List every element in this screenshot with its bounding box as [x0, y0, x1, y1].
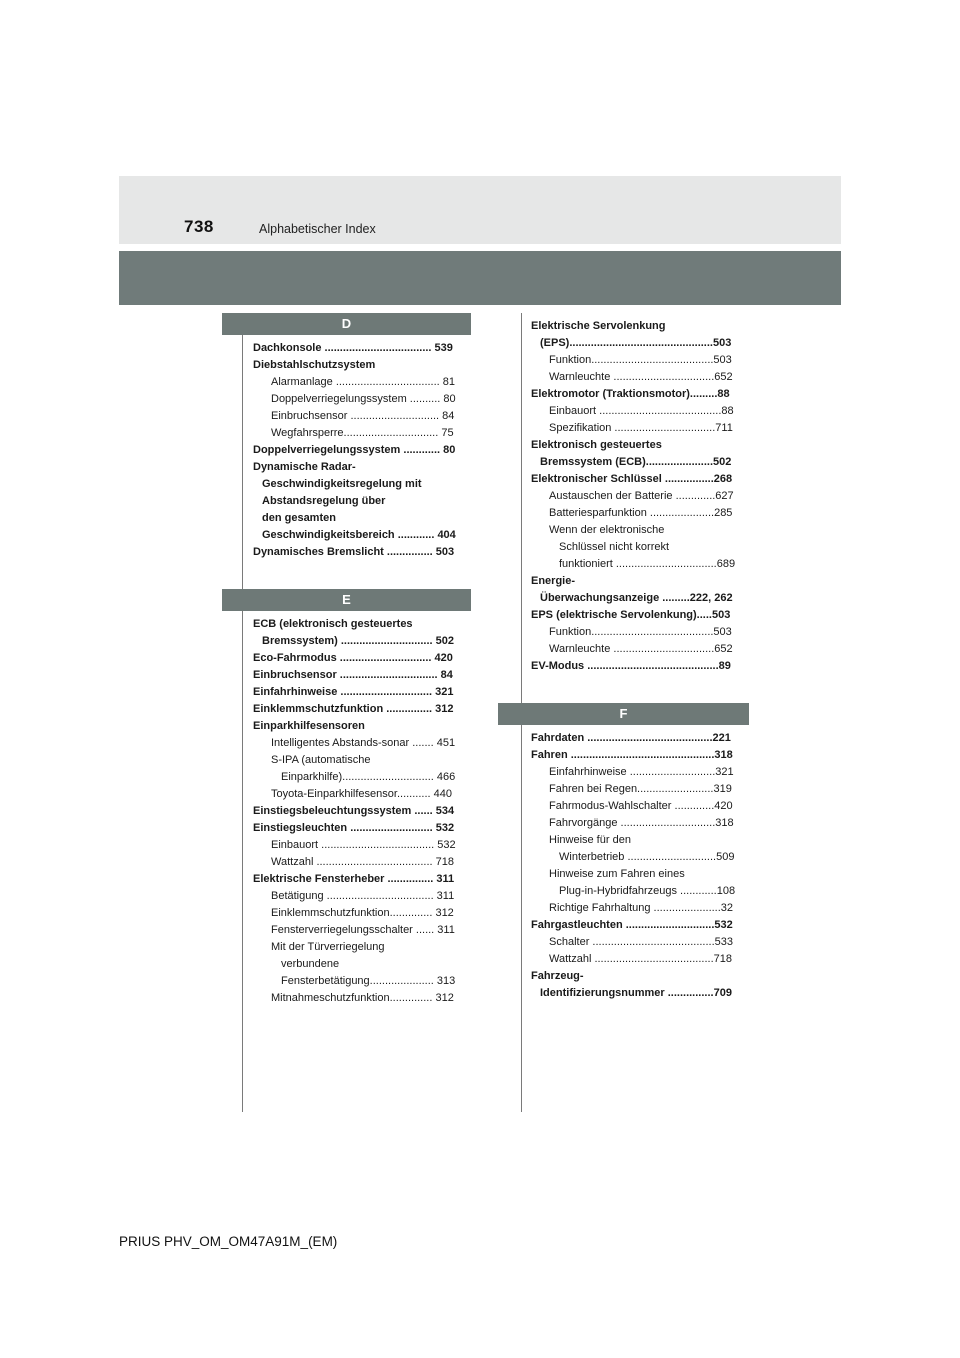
index-entry: Warnleuchte .................................652 [549, 371, 733, 383]
index-entry: Elektronischer Schlüssel ................268 [531, 473, 733, 485]
index-entry: Geschwindigkeitsbereich ............ 404 [262, 529, 456, 541]
letter-section-entries [253, 611, 471, 1007]
index-entry: Austauschen der Batterie .............627 [549, 490, 734, 502]
left-column-rule [242, 313, 243, 1112]
index-entry: Einklemmschutzfunktion.............. 312 [271, 907, 454, 919]
index-entry: Identifizierungsnummer ...............709 [540, 987, 732, 999]
index-entry: Elektronisch gesteuertes [531, 439, 662, 451]
index-entry: Fahrdaten .........................................221 [531, 732, 731, 744]
index-entry: Alarmanlage .................................. 81 [271, 376, 456, 388]
index-entry: Wegfahrsperre............................... 75 [271, 427, 454, 439]
page-header [119, 176, 841, 244]
index-entry: Elektromotor (Traktionsmotor).........88 [531, 388, 730, 400]
index-entry: ECB (elektronisch gesteuertes [253, 618, 413, 630]
index-entry: Fensterverriegelungsschalter ...... 311 [271, 924, 455, 936]
index-entry: Einfahrhinweise ............................321 [549, 766, 734, 778]
letter-heading-d: D [222, 313, 471, 335]
index-entry: EPS (elektrische Servolenkung).....503 [531, 609, 731, 621]
right-column-lead-entries [531, 318, 749, 675]
index-entry: funktioniert .................................689 [559, 558, 736, 570]
index-entry: Hinweise für den [549, 834, 631, 846]
index-entry: (EPS)...............................................503 [540, 337, 732, 349]
section-gap [253, 561, 471, 589]
index-entry: Wattzahl .......................................718 [549, 953, 732, 965]
index-entry: Toyota-Einparkhilfesensor........... 440 [271, 788, 452, 800]
index-entry: Geschwindigkeitsregelung mit [262, 478, 422, 490]
right-column-sections [531, 675, 749, 1002]
index-entry: Mitnahmeschutzfunktion.............. 312 [271, 992, 454, 1004]
header-banner [119, 251, 841, 305]
index-entry: den gesamten [262, 512, 336, 524]
index-entry: Fahren ...............................................318 [531, 749, 733, 761]
index-entry: Einstiegsleuchten ........................... 532 [253, 822, 455, 834]
index-entry: Fahrvorgänge ...............................318 [549, 817, 734, 829]
index-entry: Schlüssel nicht korrekt [559, 541, 670, 553]
index-entry: Hinweise zum Fahren eines [549, 868, 685, 880]
index-entry: Einstiegsbeleuchtungssystem ...... 534 [253, 805, 455, 817]
index-entry: Einbruchsensor ............................. 84 [271, 410, 455, 422]
index-entry: Intelligentes Abstands-sonar ....... 451 [271, 737, 456, 749]
index-entry: Energie- [531, 575, 576, 587]
index-entry: Batteriesparfunktion .....................285 [549, 507, 733, 519]
index-entry: Überwachungsanzeige .........222, 262 [540, 592, 733, 604]
index-entry: Eco-Fahrmodus .............................. 420 [253, 652, 453, 664]
index-entry: Einklemmschutzfunktion ............... 312 [253, 703, 454, 715]
letter-section-entries [253, 335, 471, 561]
index-entry: Einbauort ..................................... 532 [271, 839, 456, 851]
index-entry: Fahren bei Regen.........................319 [549, 783, 732, 795]
letter-heading-f: F [498, 703, 749, 725]
index-entry: Dynamische Radar- [253, 461, 356, 473]
index-entry: Fensterbetätigung..................... 313 [281, 975, 456, 987]
index-entry: Spezifikation .................................711 [549, 422, 733, 434]
section-gap [531, 675, 749, 703]
index-entry: Wenn der elektronische [549, 524, 665, 536]
index-entry: Doppelverriegelungssystem .......... 80 [271, 393, 456, 405]
document-footer: PRIUS PHV_OM_OM47A91M_(EM) [119, 1234, 338, 1249]
index-entry: Mit der Türverriegelung [271, 941, 385, 953]
left-column-sections [253, 313, 471, 1007]
letter-section-entries [531, 725, 749, 1002]
index-entry: Einbruchsensor ................................ 84 [253, 669, 453, 681]
index-entry: Einparkhilfe).............................. 466 [281, 771, 456, 783]
index-entry: Dynamisches Bremslicht ............... 503 [253, 546, 455, 558]
right-column [531, 318, 749, 1002]
letter-heading-e: E [222, 589, 471, 611]
index-entry: Abstandsregelung über [262, 495, 386, 507]
index-entry: Bremssystem) .............................. 502 [262, 635, 454, 647]
index-entry: Elektrische Fensterheber ............... 311 [253, 873, 455, 885]
index-entry: Funktion........................................503 [549, 626, 732, 638]
index-entry: Plug-in-Hybridfahrzeugs ............108 [559, 885, 736, 897]
index-entry: Wattzahl ...................................... 718 [271, 856, 454, 868]
index-entry: Doppelverriegelungssystem ............ 80 [253, 444, 456, 456]
index-entry: Warnleuchte .................................652 [549, 643, 733, 655]
index-entry: Fahrzeug- [531, 970, 584, 982]
index-entry: Einparkhilfesensoren [253, 720, 365, 732]
index-entry: Dachkonsole ................................... 539 [253, 342, 453, 354]
index-entry: Betätigung ................................... 311 [271, 890, 455, 902]
index-entry: Bremssystem (ECB)......................502 [540, 456, 732, 468]
index-entry: S-IPA (automatische [271, 754, 371, 766]
index-entry: Diebstahlschutzsystem [253, 359, 376, 371]
page-number: 738 [184, 217, 214, 236]
index-entry: EV-Modus ...........................................89 [531, 660, 731, 672]
index-entry: Einfahrhinweise .............................. 321 [253, 686, 454, 698]
index-entry: Schalter ........................................533 [549, 936, 734, 948]
index-entry: Richtige Fahrhaltung ......................32 [549, 902, 734, 914]
section-title: Alphabetischer Index [259, 222, 376, 236]
index-entry: Fahrgastleuchten .............................532 [531, 919, 733, 931]
index-entry: Elektrische Servolenkung [531, 320, 666, 332]
index-entry: Funktion........................................503 [549, 354, 732, 366]
left-column [253, 313, 471, 1007]
index-entry: Winterbetrieb .............................509 [559, 851, 735, 863]
index-entry: Einbauort ........................................88 [549, 405, 734, 417]
index-entry: Fahrmodus-Wahlschalter .............420 [549, 800, 733, 812]
index-entry: verbundene [281, 958, 340, 970]
